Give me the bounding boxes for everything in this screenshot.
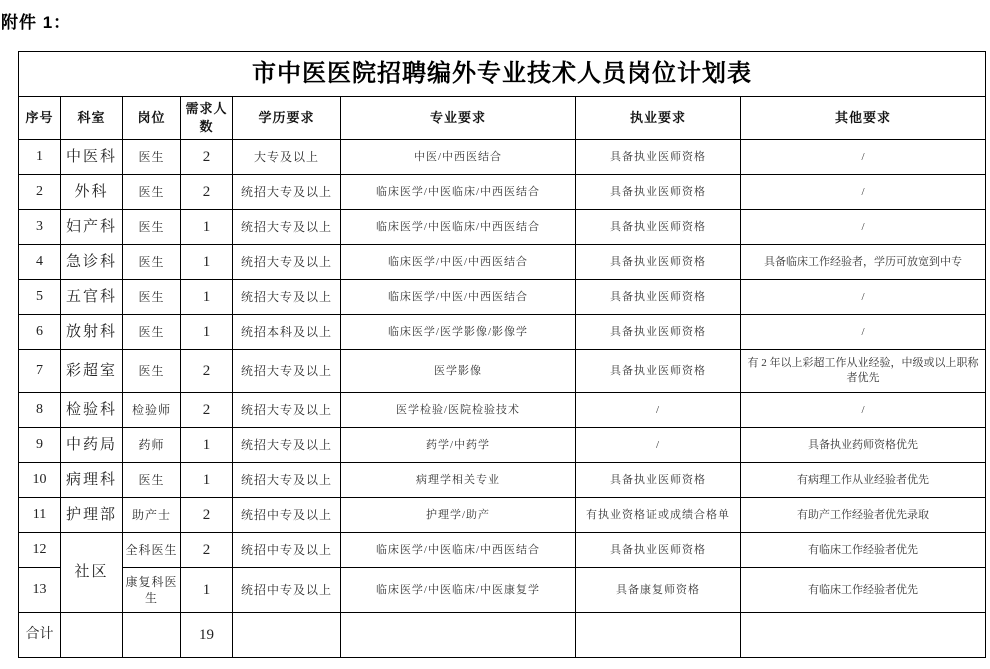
cell-practice (576, 613, 741, 658)
cell-count: 2 (181, 498, 233, 533)
cell-dept: 病理科 (61, 463, 123, 498)
cell-practice: 具备执业医师资格 (576, 315, 741, 350)
cell-other: 有病理工作从业经验者优先 (741, 463, 986, 498)
cell-major: 临床医学/中医/中西医结合 (341, 245, 576, 280)
cell-major: 医学影像 (341, 350, 576, 393)
cell-post: 医生 (123, 245, 181, 280)
table-row (19, 315, 986, 350)
cell-other: / (741, 140, 986, 175)
cell-other: 有临床工作经验者优先 (741, 568, 986, 613)
cell-major: 临床医学/中医临床/中西医结合 (341, 210, 576, 245)
cell-count: 1 (181, 210, 233, 245)
cell-edu: 统招中专及以上 (233, 568, 341, 613)
header-no: 序号 (19, 97, 61, 140)
table-row (19, 280, 986, 315)
attachment-label: 附件 1： (1, 13, 72, 32)
cell-post: 医生 (123, 350, 181, 393)
cell-practice: / (576, 428, 741, 463)
cell-post: 康复科医生 (123, 568, 181, 613)
cell-post: 全科医生 (123, 533, 181, 568)
cell-dept: 外科 (61, 175, 123, 210)
cell-no: 13 (19, 568, 61, 613)
cell-other: 具备临床工作经验者，学历可放宽到中专 (741, 245, 986, 280)
cell-other: / (741, 175, 986, 210)
cell-edu: 统招大专及以上 (233, 393, 341, 428)
cell-post: 检验师 (123, 393, 181, 428)
cell-edu: 统招大专及以上 (233, 350, 341, 393)
table-title-row (19, 52, 986, 97)
cell-no: 11 (19, 498, 61, 533)
cell-count: 1 (181, 280, 233, 315)
cell-count: 1 (181, 315, 233, 350)
cell-practice: 具备执业医师资格 (576, 350, 741, 393)
cell-edu: 统招大专及以上 (233, 175, 341, 210)
cell-dept: 彩超室 (61, 350, 123, 393)
cell-practice: 具备执业医师资格 (576, 533, 741, 568)
cell-practice: / (576, 393, 741, 428)
cell-edu: 统招中专及以上 (233, 498, 341, 533)
cell-edu: 统招本科及以上 (233, 315, 341, 350)
table-row (19, 393, 986, 428)
cell-dept: 放射科 (61, 315, 123, 350)
cell-no: 12 (19, 533, 61, 568)
header-count: 需求人数 (181, 97, 233, 140)
header-other: 其他要求 (741, 97, 986, 140)
cell-post: 医生 (123, 463, 181, 498)
cell-edu: 统招大专及以上 (233, 428, 341, 463)
cell-count: 2 (181, 350, 233, 393)
cell-dept (61, 613, 123, 658)
table-row (19, 463, 986, 498)
cell-major: 临床医学/中医/中西医结合 (341, 280, 576, 315)
cell-post: 医生 (123, 210, 181, 245)
cell-edu: 统招中专及以上 (233, 533, 341, 568)
cell-dept: 社区 (61, 533, 123, 613)
cell-count: 19 (181, 613, 233, 658)
cell-post (123, 613, 181, 658)
cell-no: 5 (19, 280, 61, 315)
cell-count: 2 (181, 393, 233, 428)
cell-dept: 中药局 (61, 428, 123, 463)
cell-no: 9 (19, 428, 61, 463)
cell-count: 1 (181, 463, 233, 498)
table-header-row (19, 97, 986, 140)
recruitment-plan-table (18, 51, 986, 658)
header-major: 专业要求 (341, 97, 576, 140)
table-row (19, 140, 986, 175)
cell-edu: 统招大专及以上 (233, 245, 341, 280)
cell-other: / (741, 210, 986, 245)
cell-major: 病理学相关专业 (341, 463, 576, 498)
cell-post: 医生 (123, 315, 181, 350)
table-row (19, 498, 986, 533)
header-post: 岗位 (123, 97, 181, 140)
cell-no: 1 (19, 140, 61, 175)
cell-other: 有临床工作经验者优先 (741, 533, 986, 568)
cell-practice: 具备康复师资格 (576, 568, 741, 613)
cell-post: 医生 (123, 140, 181, 175)
table-row (19, 350, 986, 393)
cell-other: / (741, 280, 986, 315)
cell-post: 助产士 (123, 498, 181, 533)
table-row (19, 533, 986, 568)
cell-count: 2 (181, 533, 233, 568)
cell-no: 8 (19, 393, 61, 428)
header-practice: 执业要求 (576, 97, 741, 140)
cell-count: 1 (181, 428, 233, 463)
cell-major: 护理学/助产 (341, 498, 576, 533)
cell-major: 临床医学/中医临床/中西医结合 (341, 533, 576, 568)
cell-major: 中医/中西医结合 (341, 140, 576, 175)
cell-dept: 中医科 (61, 140, 123, 175)
cell-count: 2 (181, 140, 233, 175)
cell-practice: 具备执业医师资格 (576, 210, 741, 245)
cell-major: 临床医学/中医临床/中西医结合 (341, 175, 576, 210)
cell-dept: 护理部 (61, 498, 123, 533)
cell-practice: 有执业资格证或成绩合格单 (576, 498, 741, 533)
cell-post: 医生 (123, 280, 181, 315)
cell-no: 6 (19, 315, 61, 350)
table-row (19, 568, 986, 613)
header-edu: 学历要求 (233, 97, 341, 140)
table-row (19, 428, 986, 463)
cell-no: 3 (19, 210, 61, 245)
cell-practice: 具备执业医师资格 (576, 245, 741, 280)
cell-other: 具备执业药师资格优先 (741, 428, 986, 463)
cell-other: / (741, 315, 986, 350)
cell-practice: 具备执业医师资格 (576, 175, 741, 210)
cell-major: 药学/中药学 (341, 428, 576, 463)
cell-post: 药师 (123, 428, 181, 463)
cell-dept: 检验科 (61, 393, 123, 428)
cell-major (341, 613, 576, 658)
cell-major: 医学检验/医院检验技术 (341, 393, 576, 428)
cell-edu: 统招大专及以上 (233, 463, 341, 498)
cell-other: / (741, 393, 986, 428)
cell-post: 医生 (123, 175, 181, 210)
cell-practice: 具备执业医师资格 (576, 140, 741, 175)
cell-no: 2 (19, 175, 61, 210)
cell-no: 7 (19, 350, 61, 393)
cell-edu (233, 613, 341, 658)
cell-count: 2 (181, 175, 233, 210)
cell-no: 4 (19, 245, 61, 280)
table-row (19, 613, 986, 658)
table-row (19, 245, 986, 280)
cell-count: 1 (181, 568, 233, 613)
table-row (19, 210, 986, 245)
cell-dept: 妇产科 (61, 210, 123, 245)
table-row (19, 175, 986, 210)
cell-dept: 五官科 (61, 280, 123, 315)
header-dept: 科室 (61, 97, 123, 140)
table-title: 市中医医院招聘编外专业技术人员岗位计划表 (19, 52, 986, 97)
cell-practice: 具备执业医师资格 (576, 463, 741, 498)
cell-other: 有助产工作经验者优先录取 (741, 498, 986, 533)
cell-edu: 大专及以上 (233, 140, 341, 175)
table-body (19, 140, 986, 658)
cell-no: 10 (19, 463, 61, 498)
cell-dept: 急诊科 (61, 245, 123, 280)
cell-edu: 统招大专及以上 (233, 210, 341, 245)
cell-other (741, 613, 986, 658)
cell-major: 临床医学/中医临床/中医康复学 (341, 568, 576, 613)
cell-edu: 统招大专及以上 (233, 280, 341, 315)
cell-other: 有 2 年以上彩超工作从业经验，中级或以上职称者优先 (741, 350, 986, 393)
cell-major: 临床医学/医学影像/影像学 (341, 315, 576, 350)
cell-count: 1 (181, 245, 233, 280)
cell-no: 合计 (19, 613, 61, 658)
cell-practice: 具备执业医师资格 (576, 280, 741, 315)
